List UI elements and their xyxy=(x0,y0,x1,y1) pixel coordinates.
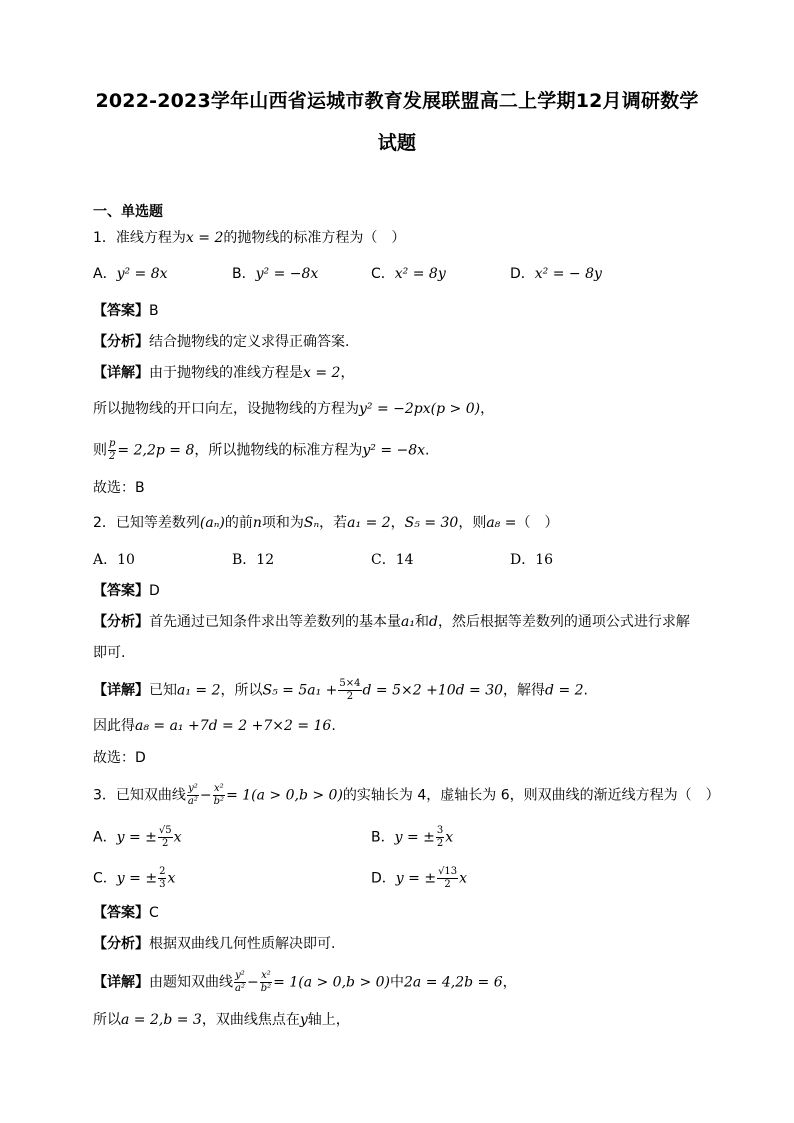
question-3-detail-1 xyxy=(93,970,517,995)
denominator: a² xyxy=(235,983,245,994)
text: 轴上， xyxy=(307,1012,350,1028)
fraction xyxy=(338,678,361,703)
text: ，则 xyxy=(458,515,487,531)
text: 由于抛物线的准线方程是 xyxy=(149,365,303,381)
label: A． xyxy=(93,266,117,282)
math: x xyxy=(173,829,182,846)
question-1-option-c xyxy=(371,264,446,284)
fraction xyxy=(234,970,246,995)
text: 的前 xyxy=(224,515,253,531)
question-3-detail-2 xyxy=(93,1010,350,1030)
denominator: 3 xyxy=(159,879,166,890)
text: ，双曲线焦点在 xyxy=(201,1012,300,1028)
text: 的抛物线的标准方程为（ ） xyxy=(223,230,406,246)
text: . xyxy=(425,442,430,459)
denominator: 2 xyxy=(346,691,354,702)
numerator: 5×4 xyxy=(339,678,361,689)
fraction xyxy=(437,866,458,891)
tag: 【详解】 xyxy=(93,682,149,699)
math: y = ± xyxy=(116,829,157,846)
fraction xyxy=(158,866,166,891)
math: d = 5×2 +10d = 30 xyxy=(362,682,504,699)
question-1-answer xyxy=(93,301,159,321)
tag: 【分析】 xyxy=(93,334,149,350)
fraction xyxy=(108,438,116,463)
math: x xyxy=(459,870,468,887)
text: （ ） xyxy=(516,515,559,531)
numerator: x² xyxy=(261,970,271,981)
text: 3．已知双曲线 xyxy=(93,787,186,804)
tag: 【答案】 xyxy=(93,905,149,921)
question-3-option-a xyxy=(93,825,182,850)
text: ，所以 xyxy=(220,682,263,699)
answer-value: C xyxy=(149,905,159,921)
document-title: 2022-2023学年山西省运城市教育发展联盟高二上学期12月调研数学 xyxy=(95,90,699,112)
numerator: p xyxy=(109,438,116,449)
section-heading: 一、单选题 xyxy=(93,204,163,220)
question-1-analysis xyxy=(93,332,349,352)
text: 的实轴长为 4，虚轴长为 6，则双曲线的渐近线方程为（ ） xyxy=(342,787,720,804)
answer-value: B xyxy=(149,303,159,319)
denominator: 2 xyxy=(109,451,116,462)
question-3-answer xyxy=(93,903,159,923)
math: a₈ = xyxy=(486,515,517,531)
text: 和 xyxy=(414,614,429,630)
tag: 【答案】 xyxy=(93,583,149,599)
tag: 【详解】 xyxy=(93,365,149,381)
math: − xyxy=(199,787,212,804)
question-1-option-d xyxy=(510,264,602,284)
denominator: 2 xyxy=(436,838,444,849)
math: y² = −8x xyxy=(255,266,319,282)
math: S₅ = 30 xyxy=(404,515,459,531)
math: x xyxy=(445,829,454,846)
question-2-analysis-continued: 即可. xyxy=(93,645,126,661)
text: 则 xyxy=(93,442,107,459)
question-2-option-c: C．14 xyxy=(371,552,414,568)
fraction xyxy=(187,783,199,808)
math: a = 2,b = 3 xyxy=(121,1012,202,1028)
fraction xyxy=(260,970,272,995)
text: ，解得 xyxy=(503,682,546,699)
question-1-detail-2 xyxy=(93,399,494,419)
label: A． xyxy=(93,829,117,846)
text: 由题知双曲线 xyxy=(149,974,233,991)
label: C． xyxy=(93,870,117,887)
denominator: 2 xyxy=(162,838,169,849)
label: C． xyxy=(371,266,395,282)
text: ， xyxy=(390,515,405,531)
question-2-analysis xyxy=(93,612,690,632)
numerator: 3 xyxy=(436,825,444,836)
text: 所以抛物线的开口向左，设抛物线的方程为 xyxy=(93,401,359,417)
label: B． xyxy=(232,266,256,282)
math: y = ± xyxy=(116,870,158,887)
label: B． xyxy=(371,829,395,846)
fraction xyxy=(213,783,225,808)
math: = 1(a > 0,b > 0) xyxy=(273,974,390,991)
question-3-option-d xyxy=(371,866,467,891)
denominator: b² xyxy=(260,983,272,994)
answer-value: D xyxy=(149,583,160,599)
math: − xyxy=(246,974,259,991)
question-1-detail-3 xyxy=(93,438,430,463)
document-title-continued: 试题 xyxy=(377,132,417,154)
math: x² = 8y xyxy=(394,266,446,282)
text: 2．已知等差数列 xyxy=(93,515,200,531)
question-3-option-b xyxy=(371,825,453,850)
text: 已知 xyxy=(149,682,177,699)
denominator: 2 xyxy=(444,879,451,890)
text: 项和为 xyxy=(261,515,304,531)
question-3-option-c xyxy=(93,866,175,891)
math: = 1(a > 0,b > 0) xyxy=(226,787,343,804)
text: 根据双曲线几何性质解决即可. xyxy=(149,936,336,952)
text: 结合抛物线的定义求得正确答案. xyxy=(149,334,350,350)
math: x² = − 8y xyxy=(534,266,602,282)
question-2-option-a: A．10 xyxy=(93,552,135,568)
question-2-choice: 故选：D xyxy=(93,750,146,766)
text: ， xyxy=(340,365,355,381)
tag: 【详解】 xyxy=(93,974,149,991)
math: y = ± xyxy=(394,829,435,846)
question-1-choice: 故选：B xyxy=(93,480,145,496)
tag: 【分析】 xyxy=(93,936,149,952)
denominator: b² xyxy=(213,796,225,807)
fraction xyxy=(158,825,173,850)
math: d xyxy=(428,614,438,630)
numerator: y² xyxy=(188,783,198,794)
denominator: a² xyxy=(187,796,198,807)
math: n xyxy=(252,515,262,531)
question-2-option-d: D．16 xyxy=(510,552,554,568)
math: y xyxy=(299,1012,308,1028)
numerator: √13 xyxy=(438,866,458,877)
text: 所以 xyxy=(93,1012,121,1028)
text: ， xyxy=(480,401,495,417)
numerator: √5 xyxy=(158,825,172,836)
question-1-detail-1 xyxy=(93,363,354,383)
question-1-option-b xyxy=(232,264,318,284)
question-1-option-a xyxy=(93,264,168,284)
text: . xyxy=(583,682,588,699)
question-2-detail-2 xyxy=(93,716,336,736)
text: 1．准线方程为 xyxy=(93,230,186,246)
math: a₁ xyxy=(401,614,415,630)
math: x xyxy=(167,870,176,887)
fraction xyxy=(436,825,444,850)
tag: 【分析】 xyxy=(93,614,149,630)
numerator: y² xyxy=(235,970,245,981)
math: d = 2 xyxy=(545,682,584,699)
question-2-option-b: B．12 xyxy=(232,552,275,568)
math: S₅ = 5a₁ + xyxy=(262,682,338,699)
text: 因此得 xyxy=(93,718,135,734)
math: x = 2 xyxy=(185,230,224,246)
text: 中 xyxy=(390,974,404,991)
question-3-analysis xyxy=(93,934,335,954)
label: D． xyxy=(510,266,535,282)
math: y² = −8x xyxy=(362,442,426,459)
question-1-stem xyxy=(93,228,405,248)
math: a₁ = 2 xyxy=(347,515,391,531)
question-2-detail-1 xyxy=(93,678,588,703)
numerator: x² xyxy=(214,783,224,794)
math: y = ± xyxy=(395,870,437,887)
math: (aₙ) xyxy=(199,515,225,531)
tag: 【答案】 xyxy=(93,303,149,319)
label: D． xyxy=(371,870,396,887)
math: y² = −2px(p > 0) xyxy=(359,401,481,417)
math: y² = 8x xyxy=(116,266,168,282)
text: 首先通过已知条件求出等差数列的基本量 xyxy=(149,614,401,630)
math: Sₙ xyxy=(303,515,320,531)
math: = 2,2p = 8 xyxy=(117,442,195,459)
math: 2a = 4,2b = 6 xyxy=(404,974,503,991)
question-2-stem xyxy=(93,513,558,533)
text: ，所以抛物线的标准方程为 xyxy=(194,442,363,459)
numerator: 2 xyxy=(159,866,166,877)
question-3-stem xyxy=(93,783,720,808)
text: . xyxy=(331,718,336,734)
math: a₈ = a₁ +7d = 2 +7×2 = 16 xyxy=(135,718,332,734)
text: ，然后根据等差数列的通项公式进行求解 xyxy=(437,614,690,630)
text: ， xyxy=(502,974,517,991)
text: ，若 xyxy=(319,515,348,531)
math: a₁ = 2 xyxy=(177,682,221,699)
math: x = 2 xyxy=(303,365,341,381)
question-2-answer xyxy=(93,581,160,601)
